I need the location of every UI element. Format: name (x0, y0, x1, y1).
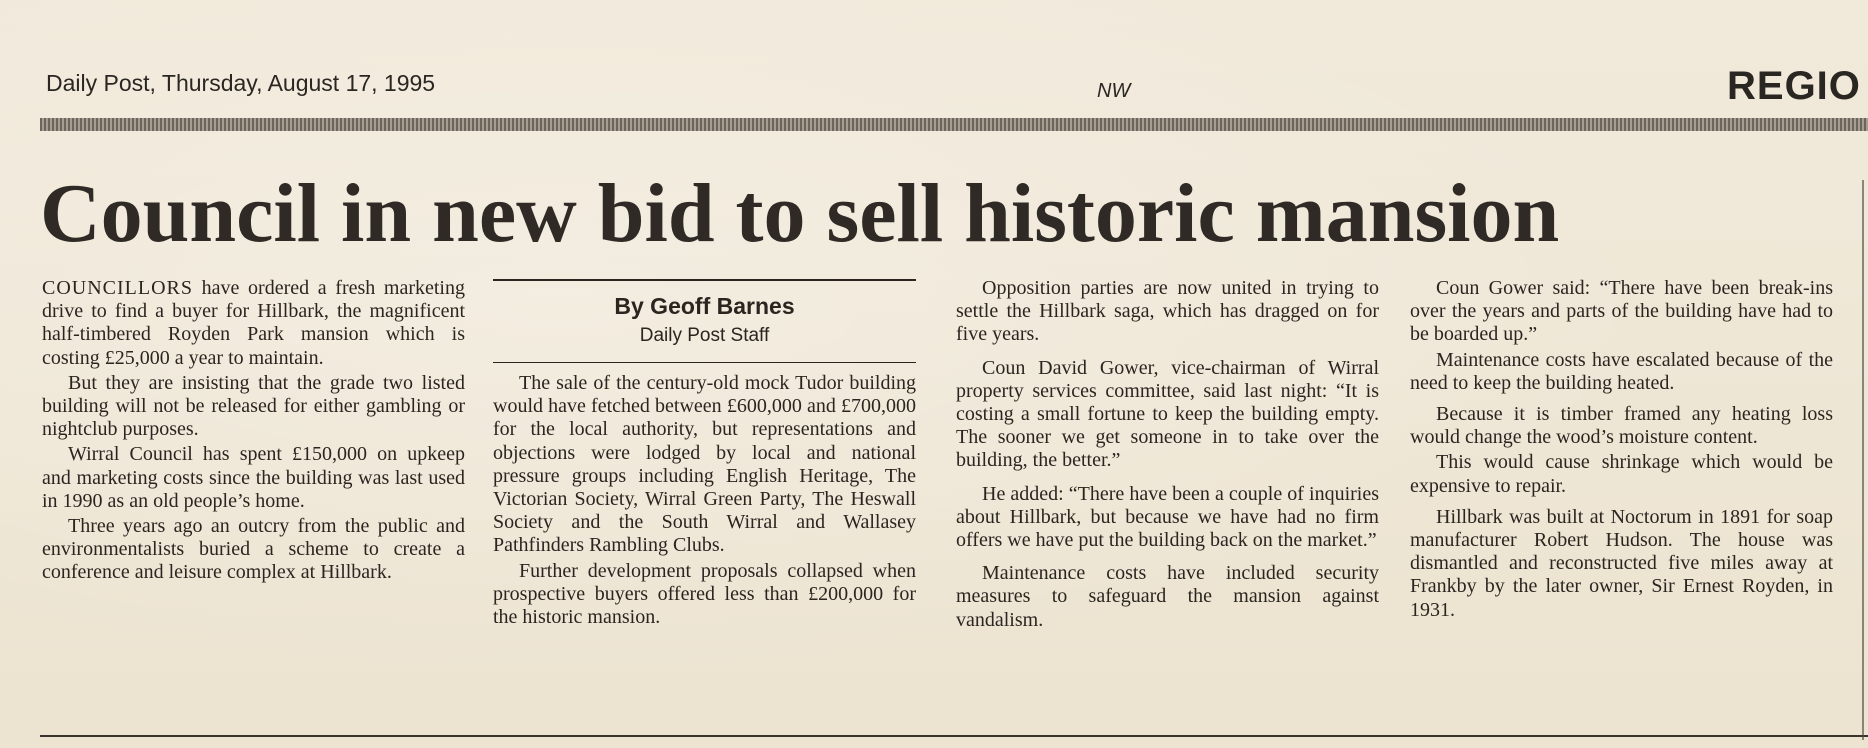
paragraph: Wirral Council has spent £150,000 on upkeep and marketing costs since the building was last used in 1990 as an old people’s home. (42, 443, 465, 512)
paragraph: Hillbark was built at Noctorum in 1891 for soap manufacturer Robert Hudson. The house was dismantled and reconstructed five miles away at Frankby by the later owner, Sir Ernest Royden, in 1931. (1410, 505, 1833, 621)
top-rule (40, 118, 1868, 131)
lead-word: COUNCILLORS (42, 277, 194, 299)
bottom-rule (40, 735, 1868, 737)
paragraph: Maintenance costs have escalated because of the need to keep the building heated. (1410, 348, 1833, 394)
paragraph: This would cause shrinkage which would be expensive to repair. (1410, 451, 1833, 497)
paragraph: Coun David Gower, vice-chairman of Wirral property services committee, said last night: “It is costing a small fortune to keep the building empty. The sooner we get someone in to take over the building, the better.” (956, 356, 1379, 472)
byline-author: By Geoff Barnes (614, 293, 795, 319)
article-column-3 (956, 277, 1379, 632)
byline (493, 279, 916, 363)
paragraph: Opposition parties are now united in trying to settle the Hillbark saga, which has dragged on for five years. (956, 277, 1379, 346)
article-column-2 (493, 372, 916, 629)
paragraph: He added: “There have been a couple of inquiries about Hillbark, but because we have had no firm offers we have put the building back on the market.” (956, 482, 1379, 552)
paragraph: Coun Gower said: “There have been break-ins over the years and parts of the building have had to be boarded up.” (1410, 277, 1833, 346)
byline-role: Daily Post Staff (639, 325, 770, 346)
paragraph-text: have ordered a fresh marketing drive to find a buyer for Hillbark, the magnificent half-timbered Royden Park mansion which is costing £25,000 a year to maintain. (42, 277, 465, 369)
paragraph: Three years ago an outcry from the public and environmentalists buried a scheme to create a conference and leisure complex at Hillbark. (42, 515, 465, 584)
dateline: Daily Post, Thursday, August 17, 1995 (46, 70, 436, 96)
paragraph: Further development proposals collapsed when prospective buyers offered less than £200,000 for the historic mansion. (493, 559, 916, 629)
paragraph: Because it is timber framed any heating loss would change the wood’s moisture content. (1410, 403, 1833, 449)
paragraph: Maintenance costs have included security measures to safeguard the mansion against vandalism. (956, 562, 1379, 631)
article-column-1 (42, 277, 465, 585)
article-column-4 (1410, 277, 1833, 622)
section-header: REGIO (1727, 64, 1861, 108)
clipping-edge (1862, 180, 1864, 740)
headline: Council in new bid to sell historic mansion (40, 167, 1560, 260)
paragraph: But they are insisting that the grade two listed building will not be released for either gambling or nightclub purposes. (42, 371, 465, 441)
paragraph (42, 277, 465, 370)
edition-code: NW (1097, 80, 1131, 102)
paragraph: The sale of the century-old mock Tudor building would have fetched between £600,000 and £700,000 for the local authority, but representations and objections were lodged by local and national pressure groups including English Heritage, The Victorian Society, Wirral Green Party, The Heswall Society and the South Wirral and Wallasey Pathfinders Rambling Clubs. (493, 372, 916, 557)
byline-rule (493, 362, 916, 363)
